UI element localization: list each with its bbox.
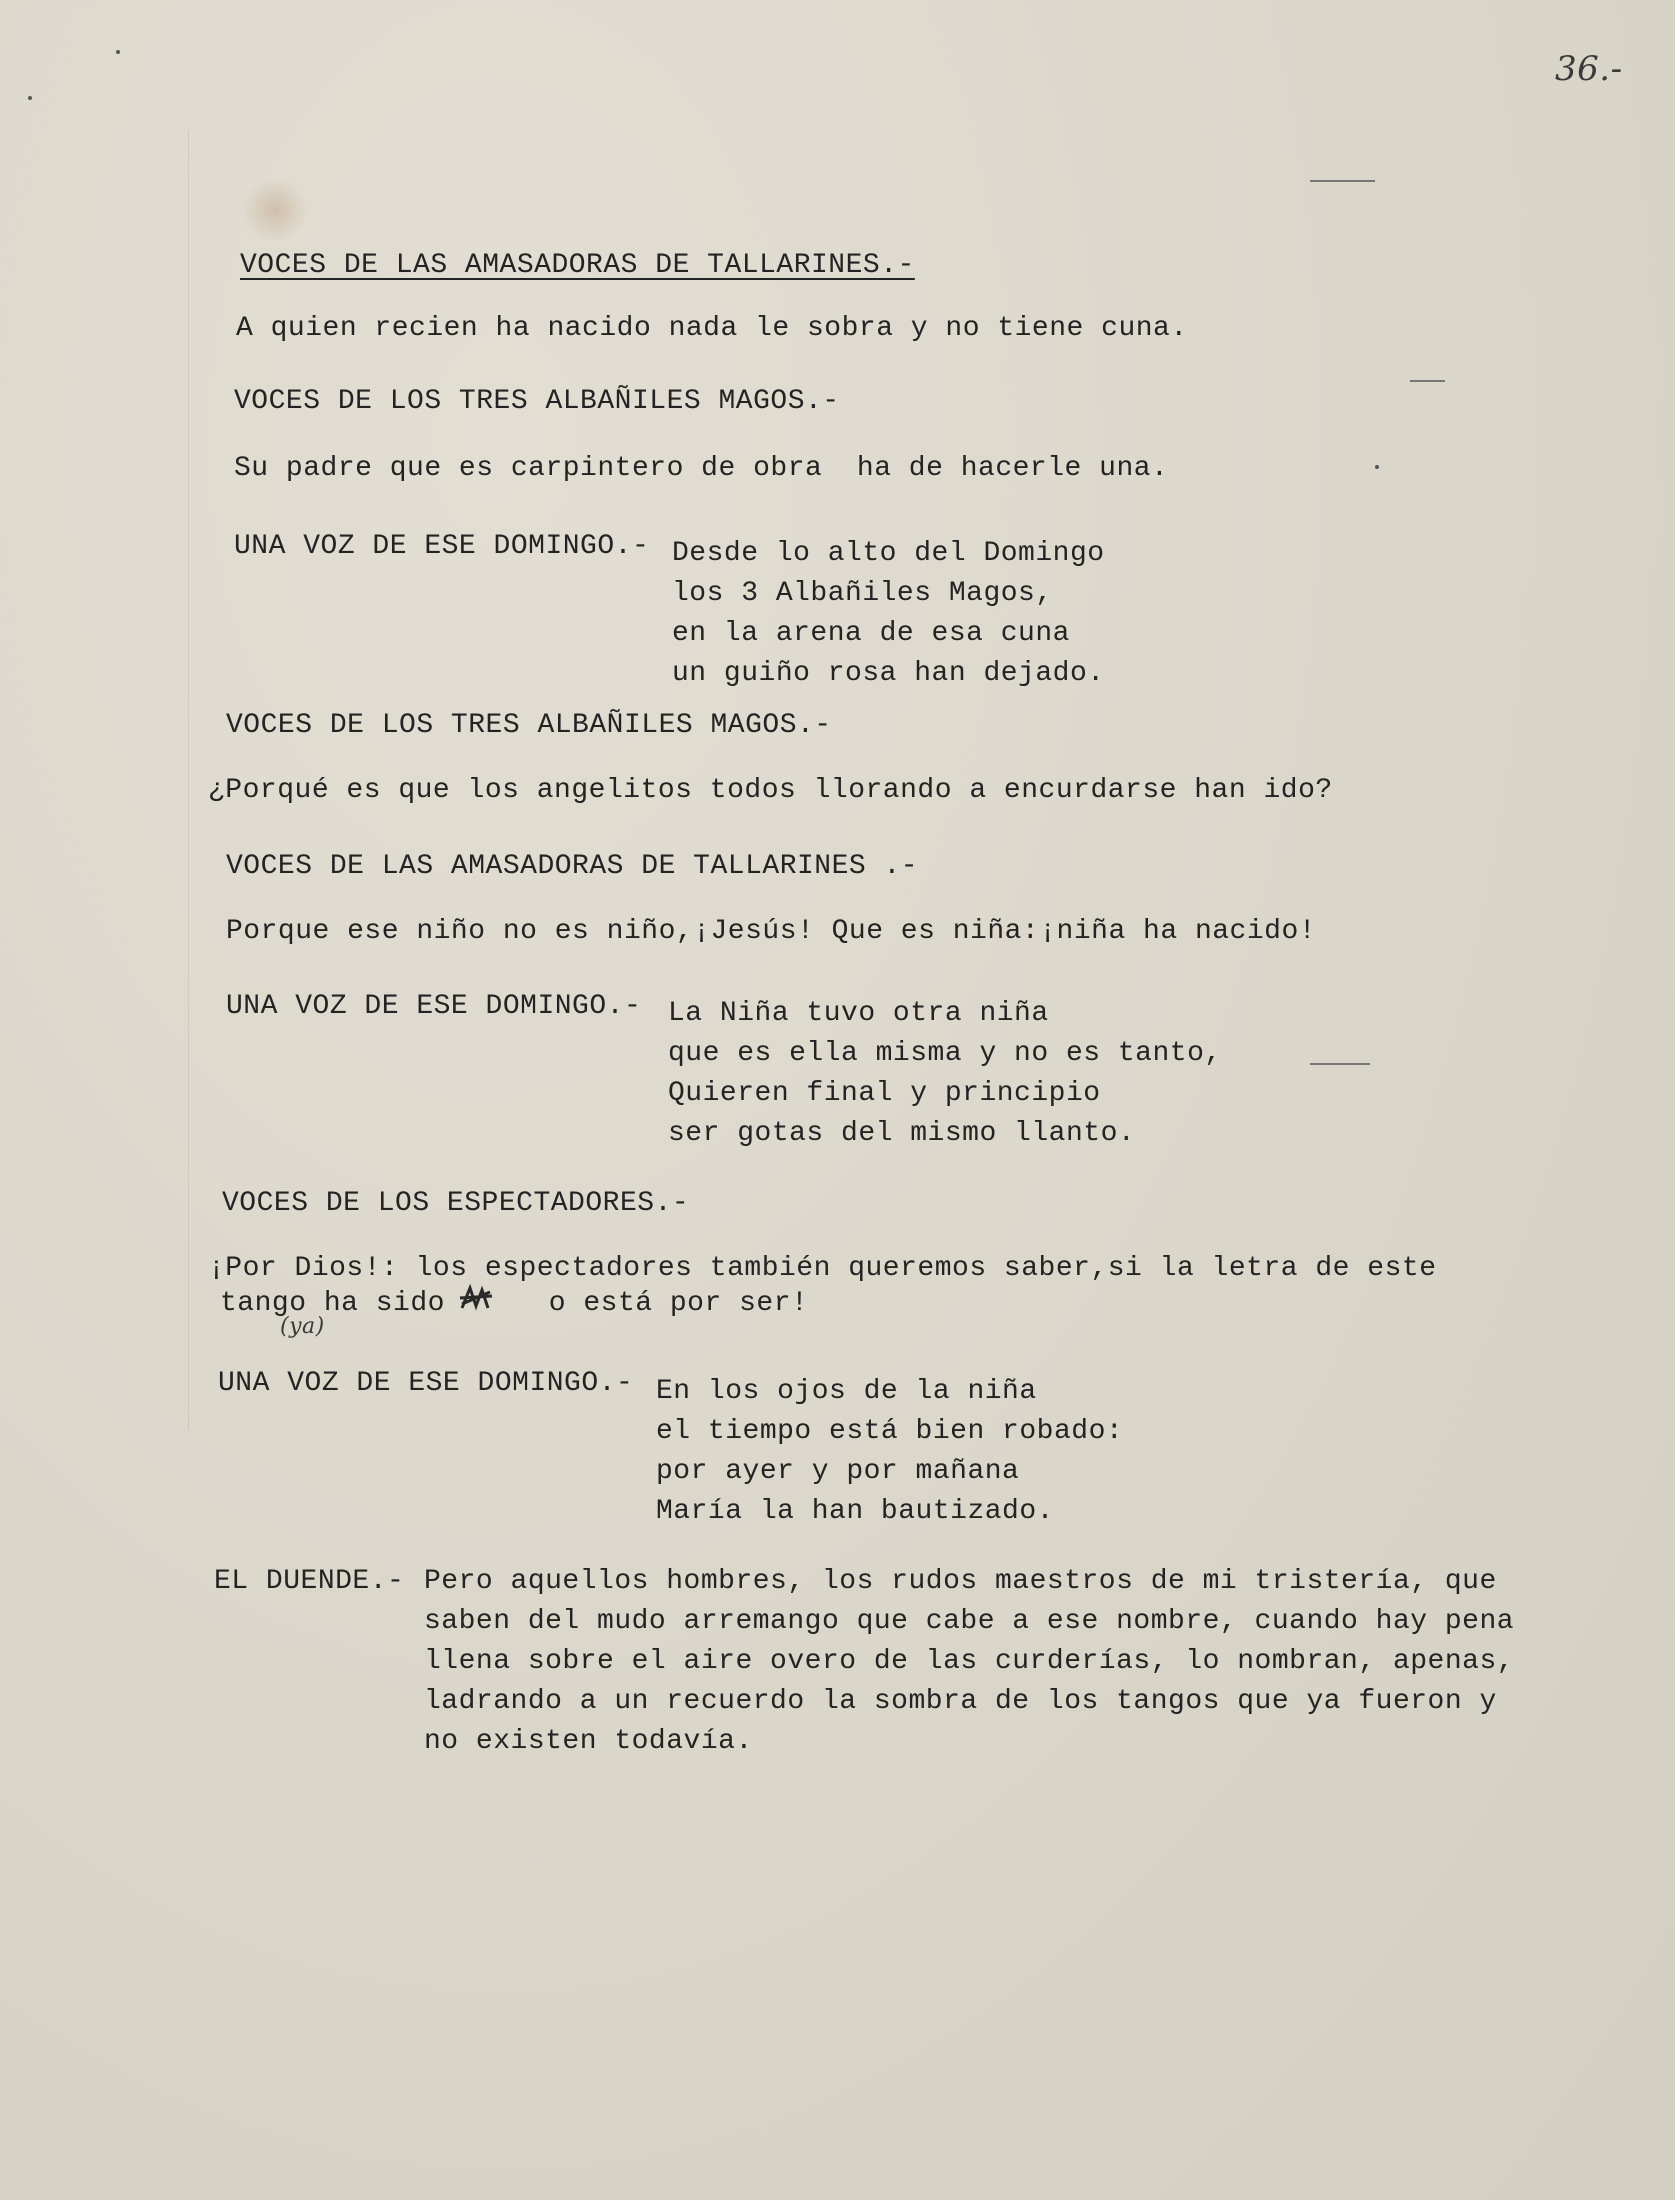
speaker-heading: VOCES DE LAS AMASADORAS DE TALLARINES .- [226,851,919,882]
ink-mark [1310,180,1375,182]
prose-line: saben del mudo arremango que cabe a ese nombre, cuando hay pena [424,1606,1515,1637]
paper-stain [240,180,310,240]
speaker-heading: VOCES DE LOS TRES ALBAÑILES MAGOS.- [234,386,840,417]
speaker-heading: VOCES DE LOS TRES ALBAÑILES MAGOS.- [226,710,832,741]
prose-line: Pero aquellos hombres, los rudos maestros de mi tristería, que [424,1566,1497,1597]
dialogue-line: Su padre que es carpintero de obra ha de hacerle una. [234,453,1169,484]
speaker-heading: UNA VOZ DE ESE DOMINGO.- [234,531,650,562]
verse-line: por ayer y por mañana [656,1456,1020,1487]
ink-mark [1410,380,1445,382]
page-number: 36.- [1555,49,1623,89]
crossed-out-word [458,1284,494,1314]
speaker-heading: VOCES DE LAS AMASADORAS DE TALLARINES.- [240,250,915,281]
prose-line: llena sobre el aire overo de las curderías, lo nombran, apenas, [424,1646,1515,1677]
speaker-heading: UNA VOZ DE ESE DOMINGO.- [218,1368,634,1399]
dialogue-line: Porque ese niño no es niño,¡Jesús! Que es niña:¡niña ha nacido! [226,916,1317,947]
dialogue-line: ¡Por Dios!: los espectadores también queremos saber,si la letra de este [208,1253,1437,1284]
handwritten-insertion: (ya) [280,1314,325,1339]
speaker-heading: EL DUENDE.- [214,1566,405,1597]
prose-line: ladrando a un recuerdo la sombra de los tangos que ya fueron y [424,1686,1497,1717]
speck [28,96,32,100]
verse-line: María la han bautizado. [656,1496,1054,1527]
verse-line: los 3 Albañiles Magos, [672,578,1053,609]
speaker-heading: VOCES DE LOS ESPECTADORES.- [222,1188,690,1219]
speck [116,50,120,54]
verse-line: Desde lo alto del Domingo [672,538,1105,569]
verse-line: que es ella misma y no es tanto, [668,1038,1222,1069]
dialogue-line: ¿Porqué es que los angelitos todos llorando a encurdarse han ido? [208,775,1333,806]
speaker-heading: UNA VOZ DE ESE DOMINGO.- [226,991,642,1022]
ink-mark [1310,1063,1370,1065]
verse-line: un guiño rosa han dejado. [672,658,1105,689]
dialogue-line: A quien recien ha nacido nada le sobra y no tiene cuna. [236,313,1188,344]
verse-line: En los ojos de la niña [656,1376,1037,1407]
margin-guide [188,130,189,1430]
prose-line: no existen todavía. [424,1726,753,1757]
verse-line: Quieren final y principio [668,1078,1101,1109]
dialogue-line: tango ha sido o está por ser! [220,1288,809,1319]
verse-line: ser gotas del mismo llanto. [668,1118,1136,1149]
speck [1375,465,1379,469]
verse-line: en la arena de esa cuna [672,618,1070,649]
verse-line: La Niña tuvo otra niña [668,998,1049,1029]
verse-line: el tiempo está bien robado: [656,1416,1124,1447]
